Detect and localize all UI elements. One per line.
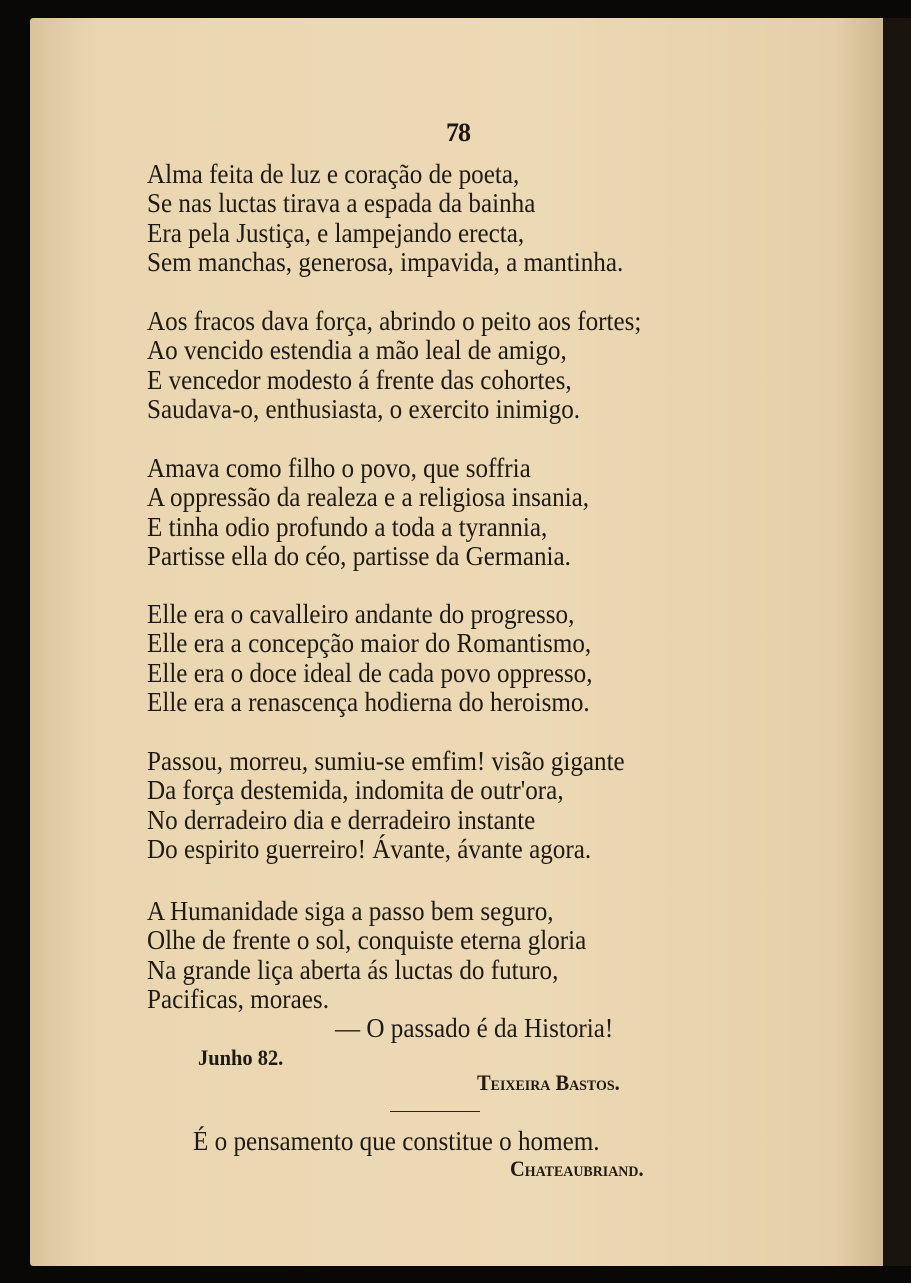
- verse-line: Pacificas, moraes.: [147, 984, 329, 1015]
- verse-line: Elle era a concepção maior do Romantismo,: [147, 628, 592, 659]
- verse-line: Passou, morreu, sumiu-se emfim! visão gigante: [147, 746, 625, 776]
- stanza-2: [147, 307, 641, 425]
- verse-line: Partisse ella do céo, partisse da Germania.: [147, 541, 571, 572]
- verse-line: Ao vencido estendia a mão leal de amigo,: [147, 335, 567, 366]
- closing-line: — O passado é da Historia!: [335, 1013, 614, 1043]
- verse-line: A Humanidade siga a passo bem seguro,: [147, 896, 554, 926]
- author-signature: Teixeira Bastos.: [477, 1070, 620, 1095]
- verse-line: Se nas luctas tirava a espada da bainha: [147, 188, 536, 219]
- verse-line: A oppressão da realeza e a religiosa insania,: [147, 482, 590, 513]
- verse-line: Alma feita de luz e coração de poeta,: [147, 159, 520, 189]
- verse-line: Olhe de frente o sol, conquiste eterna gloria: [147, 925, 587, 956]
- verse-line: E tinha odio profundo a toda a tyrannia,: [147, 511, 548, 542]
- verse-line: Do espirito guerreiro! Ávante, ávante agora.: [147, 834, 592, 865]
- stanza-6: [147, 897, 586, 1015]
- stanza-1: [147, 160, 623, 278]
- stanza-3: [147, 454, 589, 572]
- epigraph-author: Chateaubriand.: [510, 1156, 644, 1181]
- verse-line: Sem manchas, generosa, impavida, a mantinha.: [147, 247, 624, 278]
- page-edge: [883, 18, 911, 1266]
- book-page: [30, 18, 886, 1266]
- verse-line: E vencedor modesto á frente das cohortes,: [147, 364, 572, 395]
- verse-line: Elle era o doce ideal de cada povo oppresso,: [147, 657, 593, 688]
- verse-line: Elle era a renascença hodierna do heroismo.: [147, 687, 590, 718]
- stanza-4: [147, 600, 593, 718]
- verse-line: Era pela Justiça, e lampejando erecta,: [147, 217, 525, 248]
- verse-line: Da força destemida, indomita de outr'ora,: [147, 775, 564, 806]
- verse-line: Aos fracos dava força, abrindo o peito aos fortes;: [147, 306, 642, 336]
- verse-line: Elle era o cavalleiro andante do progresso,: [147, 599, 575, 629]
- verse-line: Na grande liça aberta ás luctas do futuro,: [147, 954, 559, 985]
- divider: [390, 1111, 480, 1112]
- page-number: 78: [446, 118, 470, 147]
- stanza-5: [147, 747, 625, 865]
- date: Junho 82.: [198, 1045, 284, 1070]
- verse-line: No derradeiro dia e derradeiro instante: [147, 804, 536, 835]
- verse-line: Saudava-o, enthusiasta, o exercito inimigo.: [147, 394, 581, 425]
- epigraph: É o pensamento que constitue o homem.: [193, 1126, 600, 1156]
- verse-line: Amava como filho o povo, que soffria: [147, 453, 531, 483]
